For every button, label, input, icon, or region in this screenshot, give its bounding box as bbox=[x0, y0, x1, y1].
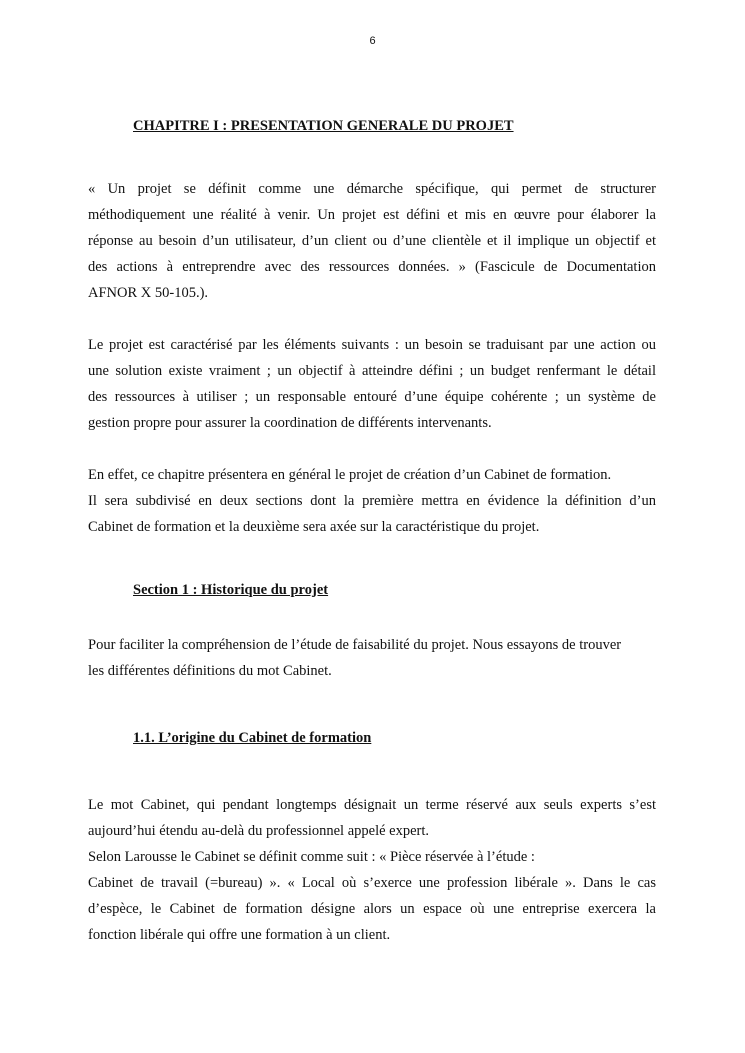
paragraph-section-intro bbox=[88, 632, 656, 684]
subsection-title: 1.1. L’origine du Cabinet de formation bbox=[133, 730, 372, 746]
page-number: 6 bbox=[369, 35, 376, 47]
text-line: les différentes définitions du mot Cabinet. bbox=[88, 663, 332, 679]
text-line: Il sera subdivisé en deux sections dont la première mettra en évidence la définition d’un bbox=[88, 493, 656, 509]
section-title: Section 1 : Historique du projet bbox=[133, 582, 329, 598]
chapter-title: CHAPITRE I : PRESENTATION GENERALE DU PROJET bbox=[133, 118, 514, 134]
text-line: gestion propre pour assurer la coordination de différents intervenants. bbox=[88, 415, 492, 431]
text-line: En effet, ce chapitre présentera en général le projet de création d’un Cabinet de formation. bbox=[88, 467, 612, 483]
text-line: méthodiquement une réalité à venir. Un projet est défini et mis en œuvre pour élaborer la bbox=[88, 207, 656, 223]
text-line: aujourd’hui étendu au-delà du professionnel appelé expert. bbox=[88, 823, 430, 839]
text-line: Le projet est caractérisé par les éléments suivants : un besoin se traduisant par une action ou bbox=[88, 337, 656, 353]
paragraph-characteristics bbox=[88, 332, 656, 436]
text-line: des actions à entreprendre avec des ressources données. » (Fascicule de Documentation bbox=[88, 259, 656, 275]
text-line: d’espèce, le Cabinet de formation désigne alors un espace où une entreprise exercera la bbox=[88, 901, 656, 917]
paragraph-chapter-plan bbox=[88, 462, 656, 540]
text-line: fonction libérale qui offre une formation à un client. bbox=[88, 927, 391, 943]
text-line: Cabinet de travail (=bureau) ». « Local où s’exerce une profession libérale ». Dans le cas bbox=[88, 875, 656, 891]
paragraph-origin bbox=[88, 792, 656, 948]
text-line: AFNOR X 50-105.). bbox=[88, 285, 209, 301]
text-line: une solution existe vraiment ; un objectif à atteindre défini ; un budget renfermant le détail bbox=[88, 363, 656, 379]
text-line: Pour faciliter la compréhension de l’étude de faisabilité du projet. Nous essayons de trouver bbox=[88, 637, 622, 653]
text-line: des ressources à utiliser ; un responsable entouré d’une équipe cohérente ; un système de bbox=[88, 389, 656, 405]
paragraph-definition bbox=[88, 176, 656, 306]
text-line: Le mot Cabinet, qui pendant longtemps désignait un terme réservé aux seuls experts s’est bbox=[88, 797, 656, 813]
text-line: « Un projet se définit comme une démarche spécifique, qui permet de structurer bbox=[88, 181, 656, 197]
text-line: Cabinet de formation et la deuxième sera axée sur la caractéristique du projet. bbox=[88, 519, 540, 535]
document-body bbox=[88, 116, 656, 948]
text-line: réponse au besoin d’un utilisateur, d’un client ou d’une clientèle et il implique un objectif et bbox=[88, 233, 656, 249]
text-line: Selon Larousse le Cabinet se définit comme suit : « Pièce réservée à l’étude : bbox=[88, 849, 535, 865]
